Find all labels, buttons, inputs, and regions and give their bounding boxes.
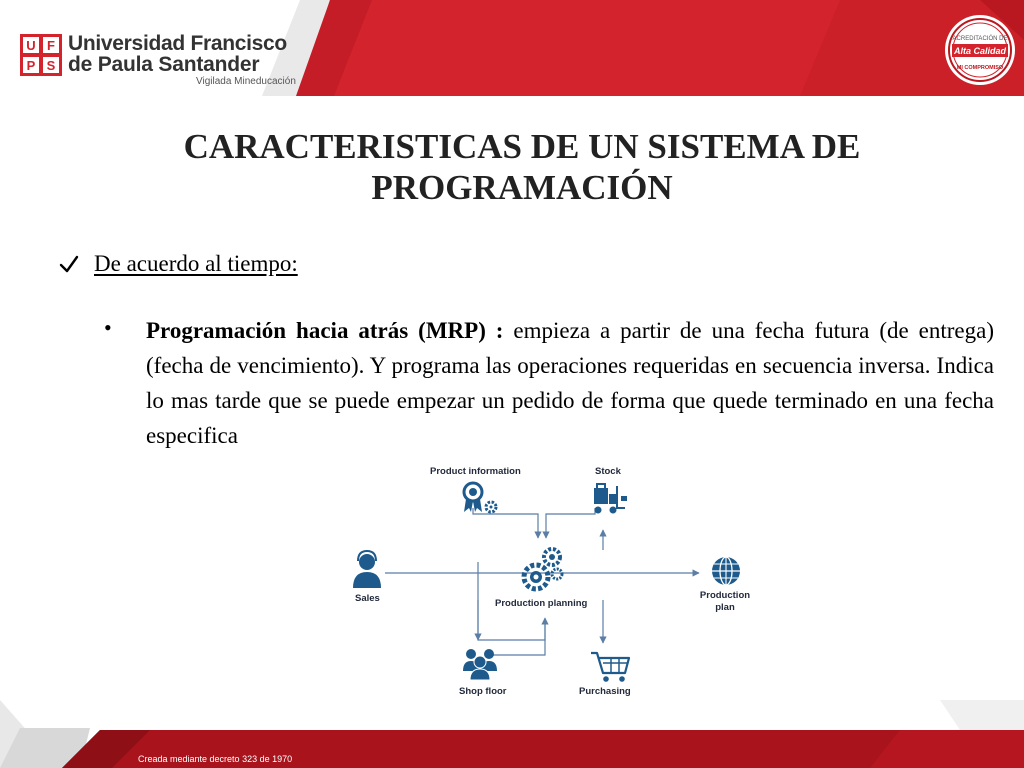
label-production-plan [699, 590, 751, 614]
product-information-icon [464, 483, 496, 512]
footer-text: Creada mediante decreto 323 de 1970 [138, 754, 293, 764]
seal-bottom-text: MI COMPROMISO [956, 65, 1004, 71]
slide-title: CARACTERISTICAS DE UN SISTEMA DE PROGRAMACIÓN [183, 127, 861, 207]
accreditation-seal [944, 14, 1016, 86]
bullet-icon: • [104, 315, 112, 340]
shop-floor-people-icon [463, 649, 497, 680]
svg-text:P: P [26, 58, 36, 73]
bullet-paragraph [146, 313, 994, 453]
university-tagline: Vigilada Mineducación [196, 76, 296, 87]
svg-text:F: F [47, 38, 55, 53]
university-name-line1: Universidad Francisco [68, 32, 287, 55]
label-product-information: Product information [430, 466, 521, 477]
seal-main-text: Alta Calidad [953, 46, 1007, 56]
bullet-body-text: empieza a partir de una fecha futura (de entrega) (fecha de vencimiento). Y programa las operaciones requeridas en secuencia inversa. Indica lo mas tarde que se puede empezar un pedido de forma que quede terminado en una fecha especifica [146, 318, 994, 448]
university-name-line2: de Paula Santander [68, 53, 260, 76]
mrp-diagram [333, 450, 770, 714]
footer-band [0, 700, 1024, 768]
label-stock: Stock [595, 466, 621, 477]
sales-person-icon [353, 551, 381, 588]
svg-text:U: U [26, 38, 36, 53]
label-purchasing: Purchasing [579, 686, 631, 697]
university-logo [20, 32, 296, 90]
checkmark-icon [58, 253, 80, 275]
diagram-arrows [385, 508, 699, 655]
stock-forklift-icon [594, 484, 627, 514]
check-item-text: De acuerdo al tiempo: [94, 251, 298, 276]
header-band [0, 0, 1024, 96]
label-sales: Sales [355, 593, 380, 604]
label-production-planning: Production planning [495, 598, 588, 609]
bullet-bold-text: Programación hacia atrás (MRP) : [146, 318, 504, 343]
purchasing-cart-icon [591, 653, 629, 682]
seal-top-text: ACREDITACIÓN DE [952, 36, 1008, 42]
label-production-plan-line1: Production [699, 590, 751, 601]
check-list-item [58, 248, 298, 280]
ufps-logo-icon [20, 34, 62, 76]
label-production-plan-line2: plan [715, 602, 735, 613]
svg-text:S: S [46, 58, 56, 73]
production-plan-globe-icon [712, 557, 740, 585]
production-planning-gears-icon [524, 549, 562, 589]
label-shop-floor: Shop floor [459, 686, 507, 697]
